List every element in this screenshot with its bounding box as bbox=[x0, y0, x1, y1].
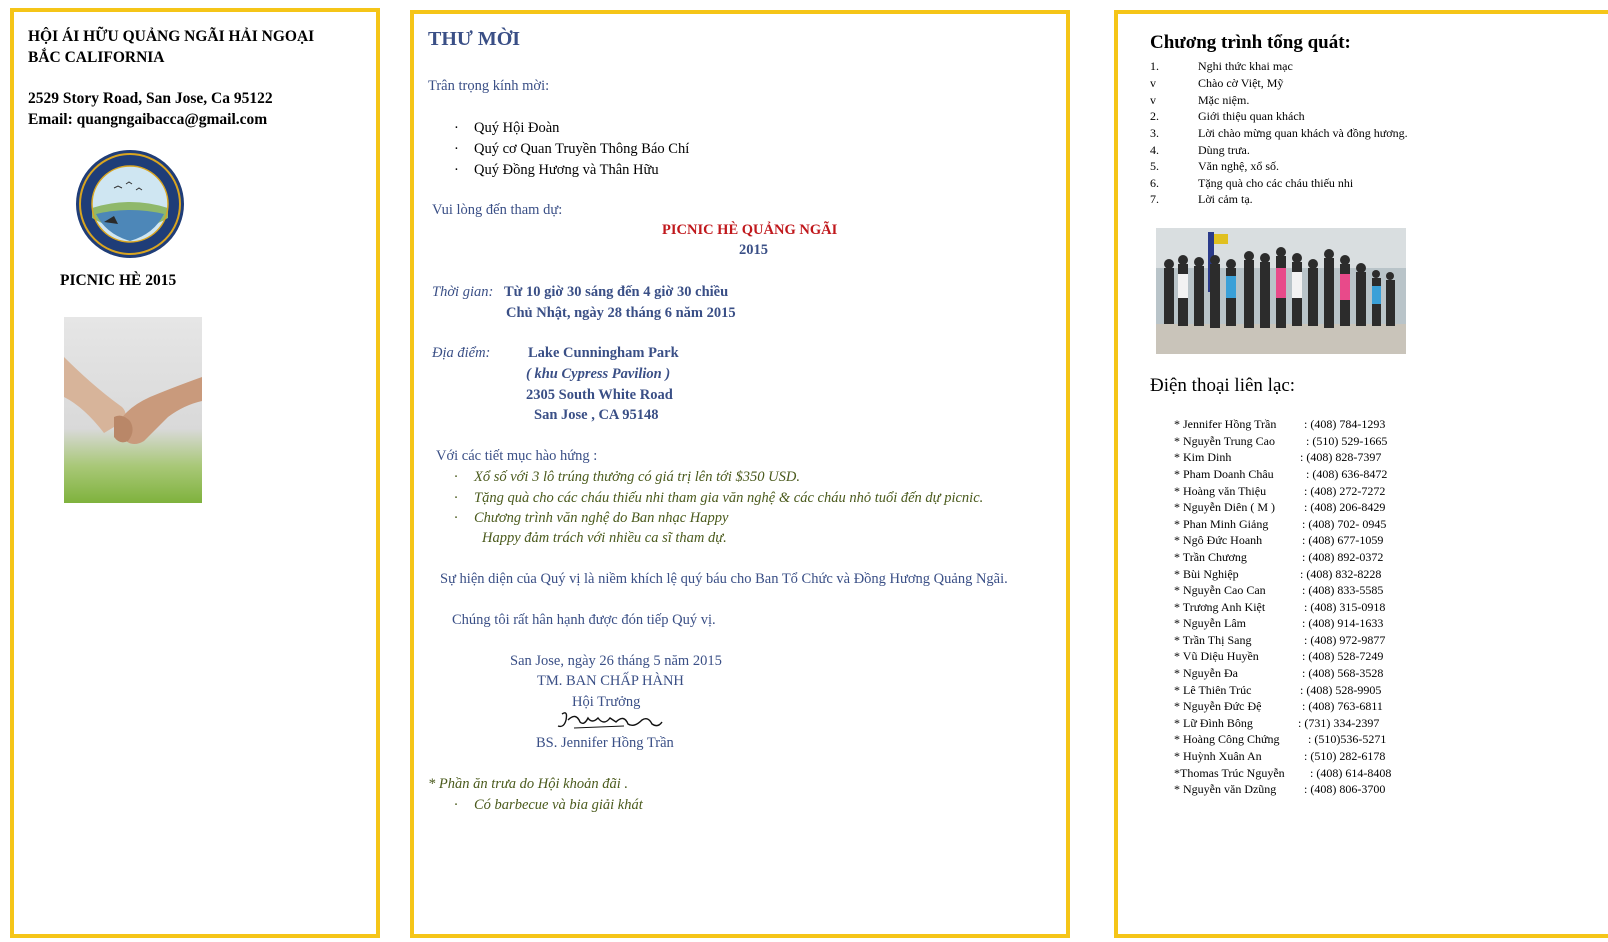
invitee-bullet: · bbox=[454, 141, 459, 157]
sign-org: TM. BAN CHẤP HÀNH bbox=[537, 673, 684, 689]
org-email[interactable]: Email: quangngaibacca@gmail.com bbox=[28, 111, 268, 128]
place-line: Lake Cunningham Park bbox=[528, 345, 679, 361]
feature-item: Tặng quà cho các cháu thiếu nhi tham gia văn nghệ & các cháu nhỏ tuổi đến dự picnic. bbox=[474, 490, 984, 506]
feature-item: Chương trình văn nghệ do Ban nhạc Happy bbox=[474, 510, 729, 526]
note-bullet: · bbox=[454, 797, 458, 813]
association-logo bbox=[74, 148, 186, 260]
holding-hands-image bbox=[64, 317, 202, 503]
lunch-note: * Phần ăn trưa do Hội khoản đãi . bbox=[428, 776, 629, 792]
feature-bullet: · bbox=[454, 510, 458, 526]
feature-item: Xổ số với 3 lô trúng thưởng có giá trị lên tới $350 USD. bbox=[474, 469, 800, 485]
feature-item-continued: Happy đảm trách với nhiều ca sĩ tham dự. bbox=[482, 530, 727, 546]
place-line: San Jose , CA 95148 bbox=[534, 407, 659, 423]
group-photo bbox=[1156, 228, 1406, 354]
picnic-year-title: PICNIC HÈ 2015 bbox=[60, 272, 177, 289]
org-name-line1: HỘI ÁI HỮU QUẢNG NGÃI HẢI NGOẠI bbox=[28, 28, 315, 45]
feature-bullet: · bbox=[454, 490, 458, 506]
place-line: ( khu Cypress Pavilion ) bbox=[526, 366, 671, 382]
sign-name: BS. Jennifer Hồng Trần bbox=[536, 735, 674, 751]
place-label: Địa điểm: bbox=[432, 345, 491, 361]
welcome-text: Chúng tôi rất hân hạnh được đón tiếp Quý vị. bbox=[452, 612, 716, 628]
time-label: Thời gian: bbox=[432, 284, 494, 300]
invitation-panel bbox=[410, 10, 1070, 938]
program-title: Chương trình tổng quát: bbox=[1150, 32, 1351, 53]
invitee-item: Quý cơ Quan Truyền Thông Báo Chí bbox=[474, 141, 690, 157]
event-title: PICNIC HÈ QUẢNG NGÃI bbox=[662, 222, 838, 238]
time-value: Từ 10 giờ 30 sáng đến 4 giờ 30 chiều bbox=[504, 284, 729, 300]
contacts-title: Điện thoại liên lạc: bbox=[1150, 375, 1296, 396]
sign-role: Hội Trưởng bbox=[572, 694, 641, 710]
invitee-item: Quý Đồng Hương và Thân Hữu bbox=[474, 162, 659, 178]
presence-text: Sự hiện diện của Quý vị là niềm khích lệ quý báu cho Ban Tổ Chức và Đồng Hương Quảng Ngãi. bbox=[440, 571, 1008, 587]
date-value: Chủ Nhật, ngày 28 tháng 6 năm 2015 bbox=[506, 305, 736, 321]
event-year: 2015 bbox=[739, 242, 768, 258]
invitee-bullet: · bbox=[454, 120, 459, 136]
signature-image bbox=[554, 708, 664, 732]
features-intro: Với các tiết mục hào hứng : bbox=[436, 448, 598, 464]
sign-date: San Jose, ngày 26 tháng 5 năm 2015 bbox=[510, 653, 722, 669]
feature-bullet: · bbox=[454, 469, 458, 485]
org-name-line2: BẮC CALIFORNIA bbox=[28, 49, 165, 66]
invitation-heading: THƯ MỜI bbox=[428, 28, 521, 50]
barbecue-note: Có barbecue và bia giải khát bbox=[474, 797, 643, 813]
invitee-bullet: · bbox=[454, 162, 459, 178]
greeting: Trân trọng kính mời: bbox=[428, 78, 550, 94]
right-panel: Chương trình tổng quát: 1. Nghi thức khai mạc v Chào cờ Việt, Mỹ v Mặc niệm. 2. Giới thiệu quan khách 3. Lời chào mừng quan khách và đồng hương. 4. Dùng trưa. 5. Văn nghệ, xổ số. 6. Tặng quà cho các cháu thiếu nhi 7. Lời cảm tạ. Điện thoại liên lạc: * Jennifer Hồng Trần : (408) 784-1293 * Nguyễn Trung Cao : (510) 529-1665 * Kim Dinh : (408) 828-7397 * Pham Doanh Châu : (408) 636-8472 * Hoàng văn Thiệu : (408) 272-7272 * Nguyễn Diên ( M ) : (408) 206-8429 * Phan Minh Giảng : (408) 702- 0945 * Ngô Đức Hoanh : (408) 677-1059 * Trần Chương : (408) 892-0372 * Bùi Nghiệp : (408) 832-8228 * Nguyễn Cao Can : (408) 833-5585 * Trương Anh Kiệt : (408) 315-0918 * Nguyễn Lâm : (408) 914-1633 * Trần Thị Sang : (408) 972-9877 * Vũ Diệu Huyền : (408) 528-7249 * Nguyễn Đa : (408) 568-3528 * Lê Thiên Trúc : (408) 528-9905 * Nguyễn Đức Đệ : (408) 763-6811 * Lữ Đình Bông : (731) 334-2397 * Hoàng Công Chứng : (510)536-5271 * Huỳnh Xuân An : (510) 282-6178 *Thomas Trúc Nguyễn : (408) 614-8408 * Nguyễn văn Dzũng : (408) 806-3700 bbox=[1114, 10, 1608, 938]
attend-prompt: Vui lòng đến tham dự: bbox=[432, 202, 563, 218]
invitee-item: Quý Hội Đoàn bbox=[474, 120, 560, 136]
org-address: 2529 Story Road, San Jose, Ca 95122 bbox=[28, 90, 273, 107]
place-line: 2305 South White Road bbox=[526, 387, 673, 403]
left-panel bbox=[10, 8, 380, 938]
